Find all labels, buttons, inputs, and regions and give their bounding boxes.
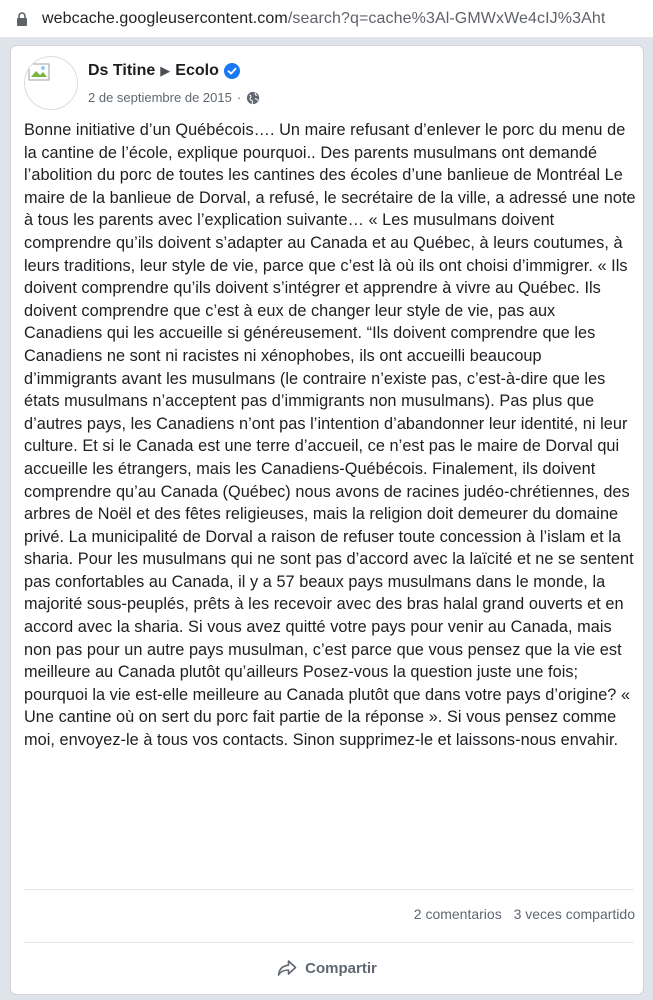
separator-dot: · [236,90,242,105]
divider [24,942,634,943]
share-arrow-icon [277,959,297,977]
post-header [88,62,240,80]
divider [24,889,634,890]
share-label: Compartir [305,959,377,977]
lock-icon[interactable] [14,11,30,27]
post-meta [88,90,260,105]
globe-icon [246,91,260,105]
url-domain: webcache.googleusercontent.com [42,9,288,27]
avatar[interactable] [24,56,78,110]
url-text[interactable] [42,10,605,28]
author-name[interactable]: Ds Titine [88,62,156,79]
address-bar[interactable] [0,0,653,38]
arrow-right-icon: ▶ [160,63,171,78]
broken-image-icon [28,61,52,85]
shares-count[interactable]: 3 veces compartido [513,906,635,922]
verified-badge-icon [224,63,240,79]
url-path: /search?q=cache%3Al-GMWxWe4cIJ%3Aht [287,9,606,27]
post-date[interactable]: 2 de septiembre de 2015 [88,90,232,105]
comments-count[interactable]: 2 comentarios [413,906,502,922]
destination-name[interactable]: Ecolo [175,62,219,79]
share-button[interactable] [11,952,643,984]
post-card [10,45,644,995]
engagement-stats [414,906,635,922]
post-body: Bonne initiative d’un Québécois…. Un maire refusant d’enlever le porc du menu de la cantine de l’école, explique pourquoi.. Des parents musulmans ont demandé l’abolition du porc de toutes les cantines des écoles d’une banlieue de Montréal Le maire de la banlieue de Dorval, a refusé, le secrétaire de la ville, a adressé une note à tous les parents avec l’explication suivante… « Les musulmans doivent comprendre qu’ils doivent s’adapter au Canada et au Québec, à leurs coutumes, à leurs traditions, leur style de vie, parce que c’est là où ils ont choisi d’immigrer. « Ils doivent comprendre qu’ils doivent s’intégrer et apprendre à vivre au Québec. Ils doivent comprendre que c’est à eux de changer leur style de vie, pas aux Canadiens qui les accueille si généreusement. “Ils doivent comprendre que les Canadiens ne sont ni racistes ni xénophobes, ils ont accueilli beaucoup d’immigrants avant les musulmans (le contraire n’existe pas, c’est-à-dire que les états musulmans n’acceptent pas d’immigrants non musulmans). Pas plus que d’autres pays, les Canadiens n’ont pas l’intention d’abandonner leur identité, ni leur culture. Et si le Canada est une terre d’accueil, ce n’est pas le maire de Dorval qui accueille les étrangers, mais les Canadiens-Québécois. Finalement, ils doivent comprendre qu’au Canada (Québec) nous avons de racines judéo-chrétiennes, des arbres de Noël et des fêtes religieuses, mais la religion doit demeurer du domaine privé. La municipalité de Dorval a raison de refuser toute concession à l’islam et la sharia. Pour les musulmans qui ne sont pas d’accord avec la laïcité et ne se sentent pas confortables au Canada, il y a 57 beaux pays musulmans dans le monde, la majorité sous-peuplés, prêts à les recevoir avec des bras halal grand ouverts et en accord avec la sharia. Si vous avez quitté votre pays pour venir au Canada, mais non pas pour un autre pays musulman, c’est parce que vous pensez que la vie est meilleure au Canada plutôt qu’ailleurs Posez-vous la question juste une fois; pourquoi la vie est-elle meilleure au Canada plutôt que dans votre pays d’origine? « Une cantine où on sert du porc fait partie de la réponse ». Si vous pensez comme moi, envoyez-le à tous vos contacts. Sinon supprimez-le et laissons-nous envahir. [24,121,636,750]
